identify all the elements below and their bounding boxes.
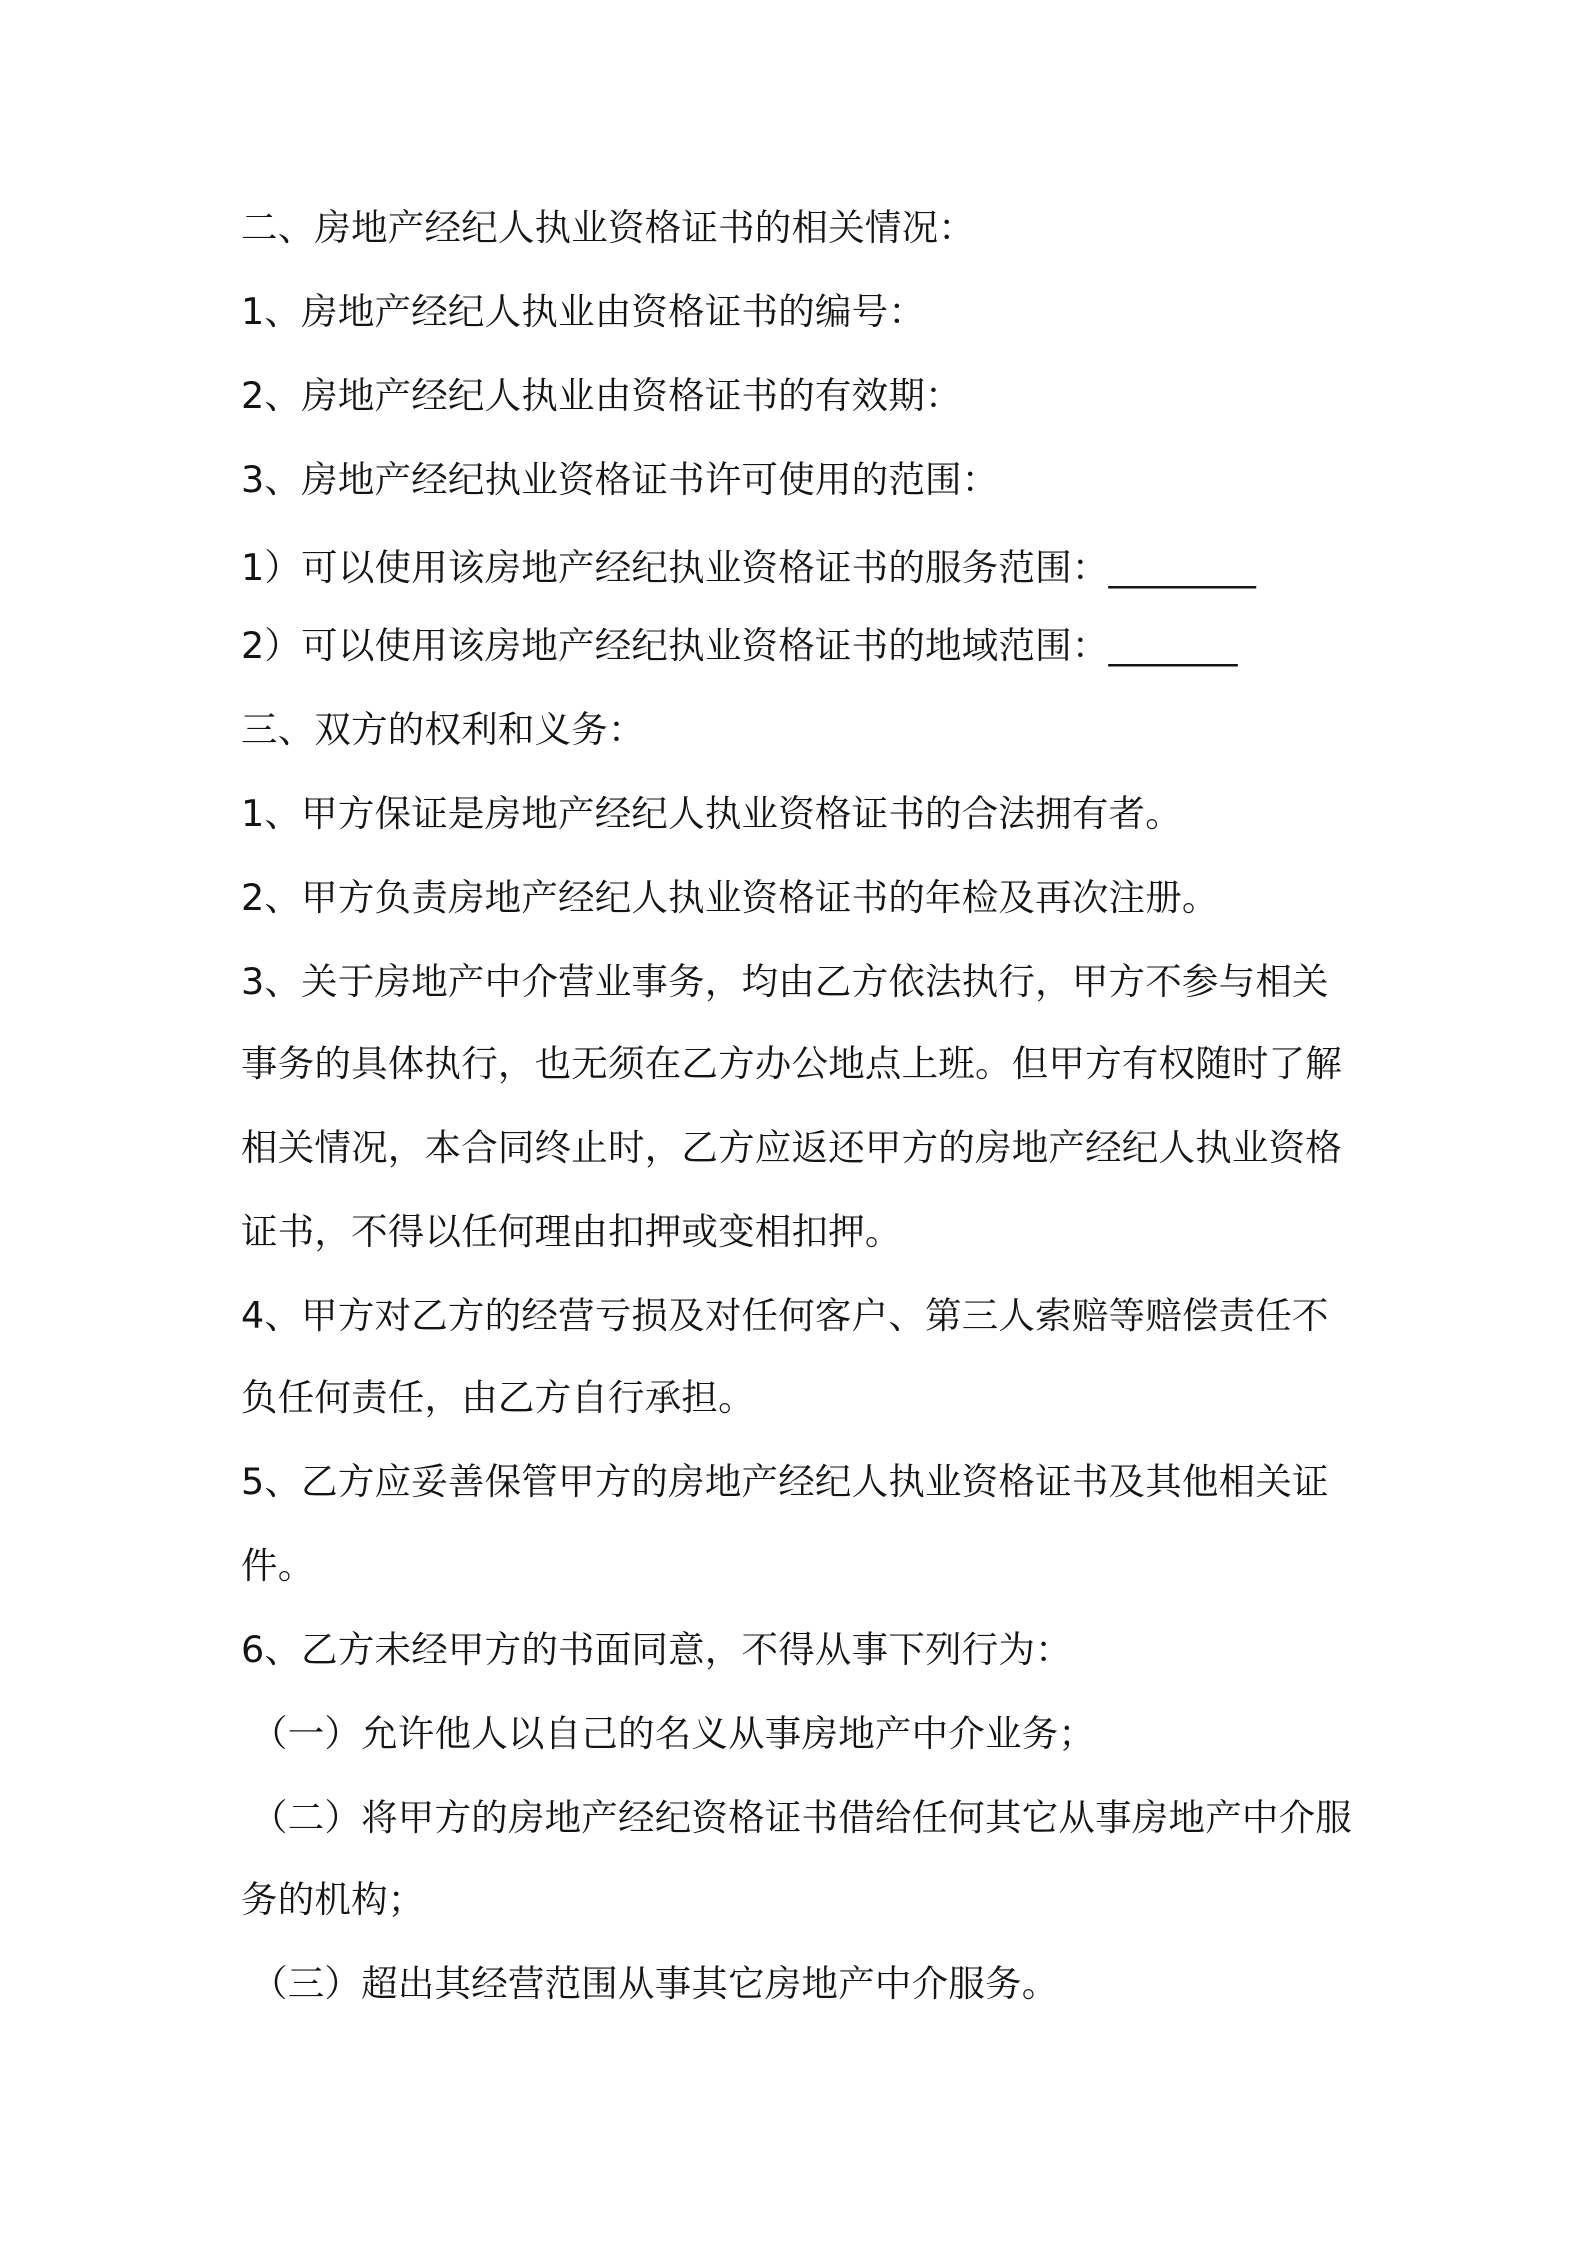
certificate-scope-item: 3、房地产经纪执业资格证书许可使用的范围： <box>241 458 999 501</box>
clause-3-line-3: 相关情况，本合同终止时，乙方应返还甲方的房地产经纪人执业资格 <box>241 1126 1342 1169</box>
region-scope-item: 2）可以使用该房地产经纪执业资格证书的地域范围：_______ <box>241 624 1238 667</box>
section-heading-certificate: 二、房地产经纪人执业资格证书的相关情况： <box>241 206 975 249</box>
section-heading-rights: 三、双方的权利和义务： <box>241 708 645 751</box>
service-scope-item: 1）可以使用该房地产经纪执业资格证书的服务范围：________ <box>241 546 1257 589</box>
certificate-validity-item: 2、房地产经纪人执业由资格证书的有效期： <box>241 374 962 417</box>
clause-3-line-4: 证书，不得以任何理由扣押或变相扣押。 <box>241 1210 902 1253</box>
clause-2: 2、甲方负责房地产经纪人执业资格证书的年检及再次注册。 <box>241 876 1219 919</box>
prohibited-act-2-line-1: （二）将甲方的房地产经纪资格证书借给任何其它从事房地产中介服 <box>251 1796 1352 1839</box>
clause-6: 6、乙方未经甲方的书面同意，不得从事下列行为： <box>241 1628 1072 1671</box>
prohibited-act-3: （三）超出其经营范围从事其它房地产中介服务。 <box>251 1962 1059 2005</box>
clause-3-line-2: 事务的具体执行，也无须在乙方办公地点上班。但甲方有权随时了解 <box>241 1042 1342 1085</box>
clause-5-line-1: 5、乙方应妥善保管甲方的房地产经纪人执业资格证书及其他相关证 <box>241 1460 1329 1503</box>
clause-5-line-2: 件。 <box>241 1544 315 1587</box>
prohibited-act-1: （一）允许他人以自己的名义从事房地产中介业务； <box>251 1712 1096 1755</box>
clause-4-line-2: 负任何责任，由乙方自行承担。 <box>241 1376 755 1419</box>
clause-1: 1、甲方保证是房地产经纪人执业资格证书的合法拥有者。 <box>241 792 1182 835</box>
certificate-number-item: 1、房地产经纪人执业由资格证书的编号： <box>241 290 926 333</box>
clause-4-line-1: 4、甲方对乙方的经营亏损及对任何客户、第三人索赔等赔偿责任不 <box>241 1294 1329 1337</box>
prohibited-act-2-line-2: 务的机构； <box>241 1878 425 1921</box>
clause-3-line-1: 3、关于房地产中介营业事务，均由乙方依法执行，甲方不参与相关 <box>241 960 1329 1003</box>
